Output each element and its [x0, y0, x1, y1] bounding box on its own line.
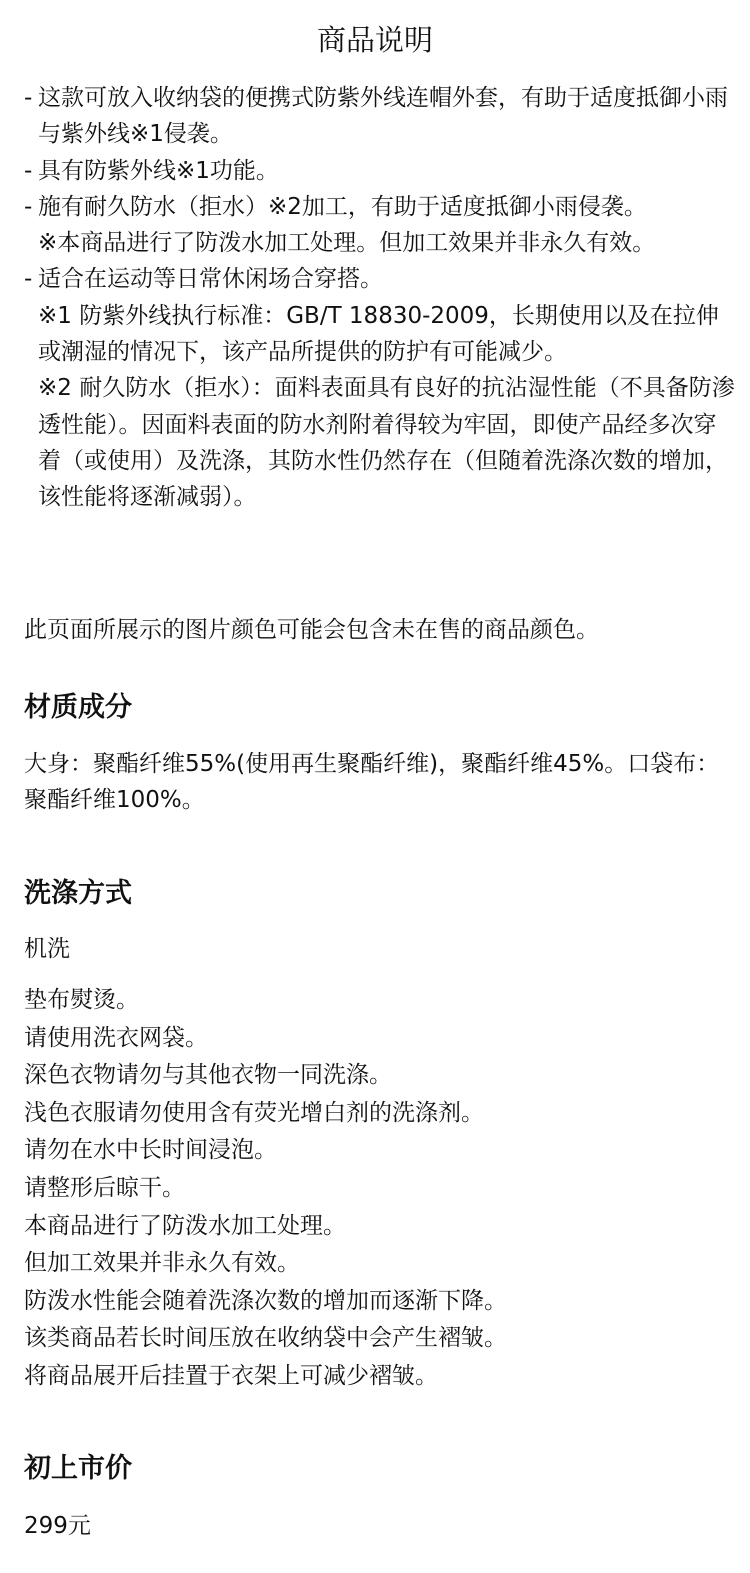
care-instruction: 将商品展开后挂置于衣架上可减少褶皱。 [24, 1362, 438, 1389]
washing-method: 机洗 [24, 936, 70, 962]
care-instructions [24, 982, 736, 1396]
color-disclaimer: 此页面所展示的图片颜色可能会包含未在售的商品颜色。 [24, 617, 599, 643]
care-instruction: 本商品进行了防泼水加工处理。 [24, 1212, 346, 1239]
care-instruction: 请整形后晾干。 [24, 1174, 185, 1201]
care-instruction: 深色衣物请勿与其他衣物一同洗涤。 [24, 1062, 392, 1089]
care-instruction: 请勿在水中长时间浸泡。 [24, 1137, 277, 1164]
description-bullet [24, 189, 736, 225]
care-instruction: 垫布熨烫。 [24, 987, 139, 1013]
bullet-dash: - [24, 157, 33, 184]
price-heading: 初上市价 [24, 1453, 132, 1484]
care-instruction: 该类商品若长时间压放在收纳袋中会产生褶皱。 [24, 1325, 507, 1352]
description-bullet [24, 261, 736, 297]
water-repellent-note: ※本商品进行了防泼水加工处理。但加工效果并非永久有效。 [38, 230, 656, 257]
washing-heading: 洗涤方式 [24, 878, 132, 909]
material-heading: 材质成分 [24, 692, 132, 723]
page-title: 商品说明 [316, 23, 433, 57]
bullet-text: 具有防紫外线※1功能。 [38, 157, 279, 184]
care-instruction: 浅色衣服请勿使用含有荧光增白剂的洗涤剂。 [24, 1099, 484, 1126]
care-instruction: 防泼水性能会随着洗涤次数的增加而逐渐下降。 [24, 1287, 507, 1314]
care-instruction: 但加工效果并非永久有效。 [24, 1250, 300, 1277]
bullet-text: 施有耐久防水（拒水）※2加工，有助于适度抵御小雨侵袭。 [38, 193, 647, 220]
bullet-dash: - [24, 266, 33, 293]
bullet-text: 这款可放入收纳袋的便携式防紫外线连帽外套，有助于适度抵御小雨与紫外线※1侵袭。 [38, 85, 728, 148]
product-description [24, 80, 736, 516]
bullet-dash: - [24, 85, 33, 111]
description-bullet [24, 153, 736, 189]
bullet-text: 适合在运动等日常休闲场合穿搭。 [38, 266, 383, 293]
material-text: 大身：聚酯纤维55%(使用再生聚酯纤维)，聚酯纤维45%。口袋布：聚酯纤维100%。 [24, 751, 720, 813]
footnote-water-repellent: ※2 耐久防水（拒水）：面料表面具有良好的抗沾湿性能（不具备防渗透性能）。因面料表面的防水剂附着得较为牢固，即使产品经多次穿着（或使用）及洗涤，其防水性仍然存在（但随着洗涤次数的增加，该性能将逐渐减弱）。 [38, 375, 735, 511]
care-instruction: 请使用洗衣网袋。 [24, 1024, 208, 1051]
price-value: 299元 [24, 1513, 91, 1539]
bullet-dash: - [24, 193, 33, 220]
description-bullet [24, 80, 736, 153]
footnote-uv-standard: ※1 防紫外线执行标准：GB/T 18830-2009，长期使用以及在拉伸或潮湿的情况下，该产品所提供的防护有可能减少。 [38, 302, 719, 366]
